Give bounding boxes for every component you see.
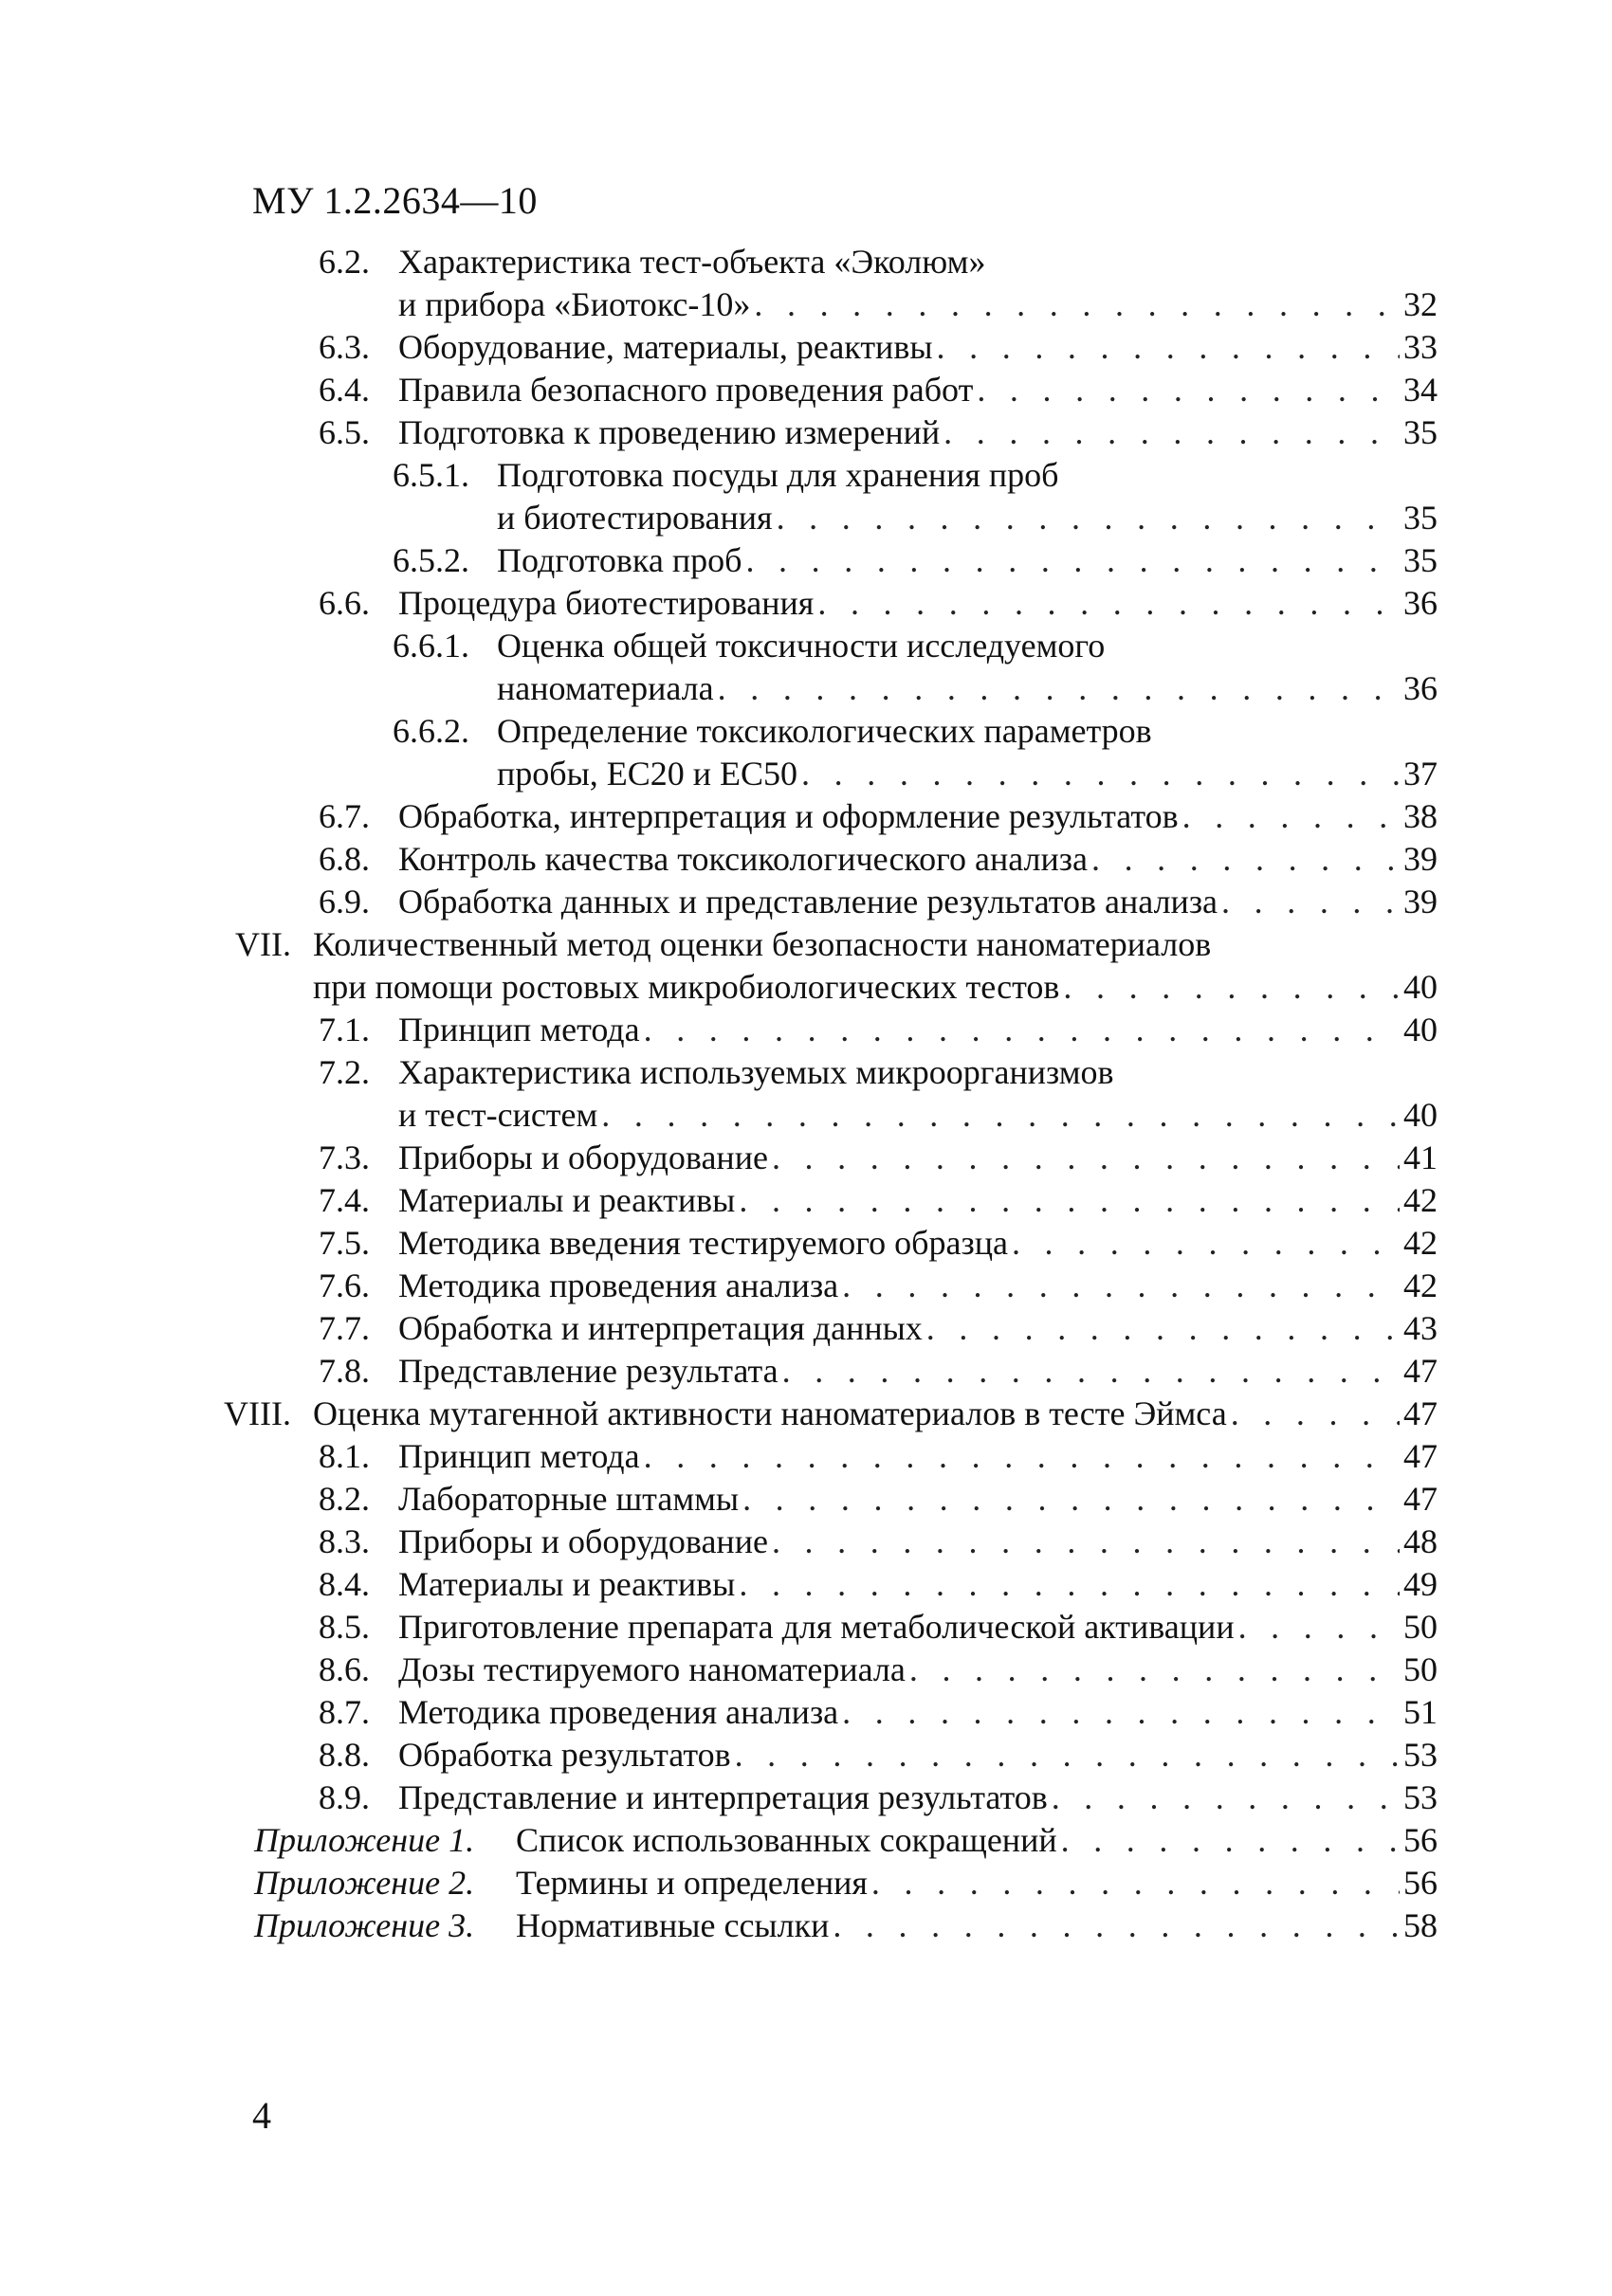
toc-entry-page: 42 <box>1403 1181 1438 1219</box>
toc-entry <box>398 1094 1438 1136</box>
dot-leader <box>842 1265 1400 1306</box>
toc-entry-title: Оценка общей токсичности исследуемого <box>497 627 1106 665</box>
dot-leader <box>739 1563 1400 1605</box>
toc-entry <box>319 795 1438 837</box>
dot-leader <box>842 1691 1400 1733</box>
dot-leader <box>601 1094 1400 1136</box>
toc-entry <box>319 1734 1438 1776</box>
toc-entry-page: 50 <box>1403 1608 1438 1646</box>
dot-leader <box>777 497 1400 538</box>
toc-entry-title: Оценка мутагенной активности наноматериалов в тесте Эймса <box>313 1394 1227 1432</box>
toc-entry-page: 35 <box>1403 413 1438 451</box>
toc-entry-number: VII. <box>235 925 291 963</box>
toc-entry-page: 53 <box>1403 1736 1438 1774</box>
toc-entry-title: Принцип метода <box>398 1437 640 1475</box>
toc-entry <box>497 497 1438 538</box>
appendix-label: Приложение 2. <box>254 1864 475 1902</box>
toc-entry-number: 8.4. <box>319 1565 370 1603</box>
toc-entry-number: 8.3. <box>319 1522 370 1560</box>
dot-leader <box>772 1521 1400 1562</box>
toc-entry-number: 8.1. <box>319 1437 370 1475</box>
appendix-page: 56 <box>1403 1821 1438 1859</box>
toc-entry <box>319 1307 1438 1349</box>
toc-entry <box>319 1265 1438 1306</box>
dot-leader <box>754 283 1400 325</box>
toc-entry-title: Подготовка к проведению измерений <box>398 413 941 451</box>
dot-leader <box>644 1435 1400 1477</box>
toc-entry <box>497 667 1438 709</box>
toc-entry-page: 40 <box>1403 968 1438 1006</box>
toc-entry <box>319 582 1438 624</box>
toc-entry-page: 41 <box>1403 1139 1438 1176</box>
document-header: МУ 1.2.2634—10 <box>252 179 538 222</box>
toc-entry <box>319 1649 1438 1690</box>
toc-entry-title: Приготовление препарата для метаболической активации <box>398 1608 1235 1646</box>
toc-entry-title: Характеристика тест-объекта «Эколюм» <box>398 243 986 281</box>
toc-entry <box>398 283 1438 325</box>
toc-entry-title: Приборы и оборудование <box>398 1139 768 1176</box>
toc-entry-page: 32 <box>1403 285 1438 323</box>
toc-entry-page: 43 <box>1403 1309 1438 1347</box>
toc-entry-title: и биотестирования <box>497 499 773 537</box>
dot-leader <box>782 1350 1400 1392</box>
dot-leader <box>801 753 1400 794</box>
toc-entry <box>319 1350 1438 1392</box>
toc-entry-title: Обработка результатов <box>398 1736 731 1774</box>
dot-leader <box>718 667 1400 709</box>
toc-entry-page: 42 <box>1403 1266 1438 1304</box>
toc-entry <box>319 1009 1438 1050</box>
toc-entry <box>319 1691 1438 1733</box>
dot-leader <box>926 1307 1400 1349</box>
appendix-label: Приложение 3. <box>254 1906 475 1944</box>
toc-entry <box>319 1521 1438 1562</box>
toc-entry-page: 33 <box>1403 328 1438 366</box>
toc-entry-title: Материалы и реактивы <box>398 1181 736 1219</box>
dot-leader <box>871 1862 1400 1904</box>
toc-entry-title: Представление результата <box>398 1352 779 1390</box>
page-number: 4 <box>252 2094 271 2137</box>
toc-entry-number: 7.4. <box>319 1181 370 1219</box>
toc-entry-page: 49 <box>1403 1565 1438 1603</box>
dot-leader <box>943 411 1400 453</box>
toc-entry-number: 8.2. <box>319 1480 370 1518</box>
toc-entry <box>235 923 1438 965</box>
toc-entry-page: 35 <box>1403 541 1438 579</box>
toc-entry-page: 36 <box>1403 669 1438 707</box>
toc-entry-page: 51 <box>1403 1693 1438 1731</box>
toc-entry-title: Лабораторные штаммы <box>398 1480 740 1518</box>
appendix-entry <box>254 1862 1438 1904</box>
toc-entry <box>224 1393 1438 1434</box>
dot-leader <box>1238 1606 1400 1648</box>
dot-leader <box>644 1009 1400 1050</box>
dot-leader <box>833 1904 1400 1946</box>
toc-entry-number: 6.7. <box>319 797 370 835</box>
dot-leader <box>739 1179 1400 1221</box>
dot-leader <box>817 582 1400 624</box>
toc-entry <box>393 539 1438 581</box>
toc-entry <box>319 1222 1438 1264</box>
toc-entry-title: при помощи ростовых микробиологических тестов <box>313 968 1060 1006</box>
toc-entry-number: 6.5. <box>319 413 370 451</box>
toc-entry-title: Количественный метод оценки безопасности наноматериалов <box>313 925 1212 963</box>
toc-entry-page: 47 <box>1403 1394 1438 1432</box>
toc-entry-title: Методика проведения анализа <box>398 1693 839 1731</box>
toc-entry-title: Характеристика используемых микроорганизмов <box>398 1053 1114 1091</box>
toc-entry <box>497 753 1438 794</box>
toc-entry-page: 35 <box>1403 499 1438 537</box>
toc-entry-number: 8.7. <box>319 1693 370 1731</box>
toc-entry-title: Дозы тестируемого наноматериала <box>398 1650 906 1688</box>
appendix-page: 56 <box>1403 1864 1438 1902</box>
dot-leader <box>742 1478 1400 1520</box>
toc-entry-title: наноматериала <box>497 669 714 707</box>
toc-entry-number: 8.8. <box>319 1736 370 1774</box>
toc-entry <box>319 1563 1438 1605</box>
toc-entry-number: 6.6.1. <box>393 627 469 665</box>
toc-entry <box>319 369 1438 410</box>
toc-entry <box>319 1137 1438 1178</box>
toc-entry-title: Обработка, интерпретация и оформление результатов <box>398 797 1179 835</box>
toc-entry-page: 39 <box>1403 883 1438 920</box>
toc-entry <box>319 838 1438 880</box>
dot-leader <box>977 369 1400 410</box>
appendix-entry <box>254 1904 1438 1946</box>
appendix-label: Приложение 1. <box>254 1821 475 1859</box>
toc-entry <box>319 241 1438 282</box>
dot-leader <box>937 326 1400 368</box>
toc-entry-number: 7.1. <box>319 1011 370 1048</box>
toc-entry-title: Оборудование, материалы, реактивы <box>398 328 933 366</box>
toc-entry <box>393 454 1438 496</box>
dot-leader <box>1182 795 1400 837</box>
dot-leader <box>1052 1777 1400 1818</box>
appendix-title: Нормативные ссылки <box>516 1906 830 1944</box>
toc-entry-title: Контроль качества токсикологического анализа <box>398 840 1088 878</box>
toc-entry <box>319 1606 1438 1648</box>
dot-leader <box>745 539 1400 581</box>
dot-leader <box>1091 838 1400 880</box>
toc-entry-number: 6.3. <box>319 328 370 366</box>
toc-entry-title: Подготовка посуды для хранения проб <box>497 456 1059 494</box>
toc-entry-title: Определение токсикологических параметров <box>497 712 1152 750</box>
toc-entry-number: 6.5.1. <box>393 456 469 494</box>
toc-entry-number: 6.6. <box>319 584 370 622</box>
toc-entry <box>319 881 1438 922</box>
toc-entry <box>319 411 1438 453</box>
toc-entry <box>313 966 1438 1008</box>
toc-entry-title: Методика введения тестируемого образца <box>398 1224 1008 1262</box>
toc-entry-page: 50 <box>1403 1650 1438 1688</box>
toc-entry-page: 42 <box>1403 1224 1438 1262</box>
toc-entry <box>319 1435 1438 1477</box>
toc-entry-number: 6.2. <box>319 243 370 281</box>
toc-entry-page: 36 <box>1403 584 1438 622</box>
dot-leader <box>1061 1819 1400 1861</box>
dot-leader <box>1231 1393 1400 1434</box>
toc-entry-title: Приборы и оборудование <box>398 1522 768 1560</box>
toc-entry-number: 7.3. <box>319 1139 370 1176</box>
toc-entry-number: 7.6. <box>319 1266 370 1304</box>
dot-leader <box>1012 1222 1400 1264</box>
toc-entry <box>319 1179 1438 1221</box>
toc-entry-number: 8.6. <box>319 1650 370 1688</box>
toc-entry-number: 6.5.2. <box>393 541 469 579</box>
toc-entry-number: 6.6.2. <box>393 712 469 750</box>
toc-entry-title: Методика проведения анализа <box>398 1266 839 1304</box>
toc-entry-page: 38 <box>1403 797 1438 835</box>
toc-entry-title: Представление и интерпретация результатов <box>398 1778 1048 1816</box>
toc-entry-page: 47 <box>1403 1437 1438 1475</box>
toc-entry-title: Обработка данных и представление результатов анализа <box>398 883 1218 920</box>
toc-entry-number: 6.9. <box>319 883 370 920</box>
toc-entry-title: и прибора «Биотокс-10» <box>398 285 751 323</box>
appendix-entry <box>254 1819 1438 1861</box>
toc-entry-title: пробы, ЕС20 и ЕС50 <box>497 755 798 793</box>
toc-entry-page: 48 <box>1403 1522 1438 1560</box>
appendix-title: Список использованных сокращений <box>516 1821 1057 1859</box>
toc-entry-number: VIII. <box>224 1394 291 1432</box>
toc-entry-page: 53 <box>1403 1778 1438 1816</box>
toc-entry-title: Материалы и реактивы <box>398 1565 736 1603</box>
toc-entry <box>319 1478 1438 1520</box>
appendix-title: Термины и определения <box>516 1864 868 1902</box>
toc-entry-title: Принцип метода <box>398 1011 640 1048</box>
toc-entry <box>393 710 1438 752</box>
toc-entry <box>319 1051 1438 1093</box>
toc-entry-page: 40 <box>1403 1096 1438 1134</box>
toc-entry-number: 8.5. <box>319 1608 370 1646</box>
toc-entry-page: 39 <box>1403 840 1438 878</box>
dot-leader <box>1221 881 1400 922</box>
toc-entry-page: 34 <box>1403 371 1438 409</box>
toc-entry-title: Процедура биотестирования <box>398 584 815 622</box>
dot-leader <box>735 1734 1400 1776</box>
toc-entry-number: 7.8. <box>319 1352 370 1390</box>
toc-entry-number: 6.8. <box>319 840 370 878</box>
dot-leader <box>909 1649 1400 1690</box>
toc-entry-number: 6.4. <box>319 371 370 409</box>
toc-entry <box>393 625 1438 666</box>
toc-entry-title: Обработка и интерпретация данных <box>398 1309 923 1347</box>
toc-entry-page: 47 <box>1403 1480 1438 1518</box>
appendix-page: 58 <box>1403 1906 1438 1944</box>
toc-entry-page: 37 <box>1403 755 1438 793</box>
toc-entry-number: 7.2. <box>319 1053 370 1091</box>
toc-entry-title: Правила безопасного проведения работ <box>398 371 974 409</box>
toc-entry-title: и тест-систем <box>398 1096 598 1134</box>
toc-entry-page: 47 <box>1403 1352 1438 1390</box>
toc-entry <box>319 1777 1438 1818</box>
dot-leader <box>1063 966 1400 1008</box>
toc-entry-title: Подготовка проб <box>497 541 742 579</box>
toc-entry-number: 7.5. <box>319 1224 370 1262</box>
dot-leader <box>772 1137 1400 1178</box>
toc-entry <box>319 326 1438 368</box>
toc-entry-page: 40 <box>1403 1011 1438 1048</box>
toc-entry-number: 7.7. <box>319 1309 370 1347</box>
toc-entry-number: 8.9. <box>319 1778 370 1816</box>
